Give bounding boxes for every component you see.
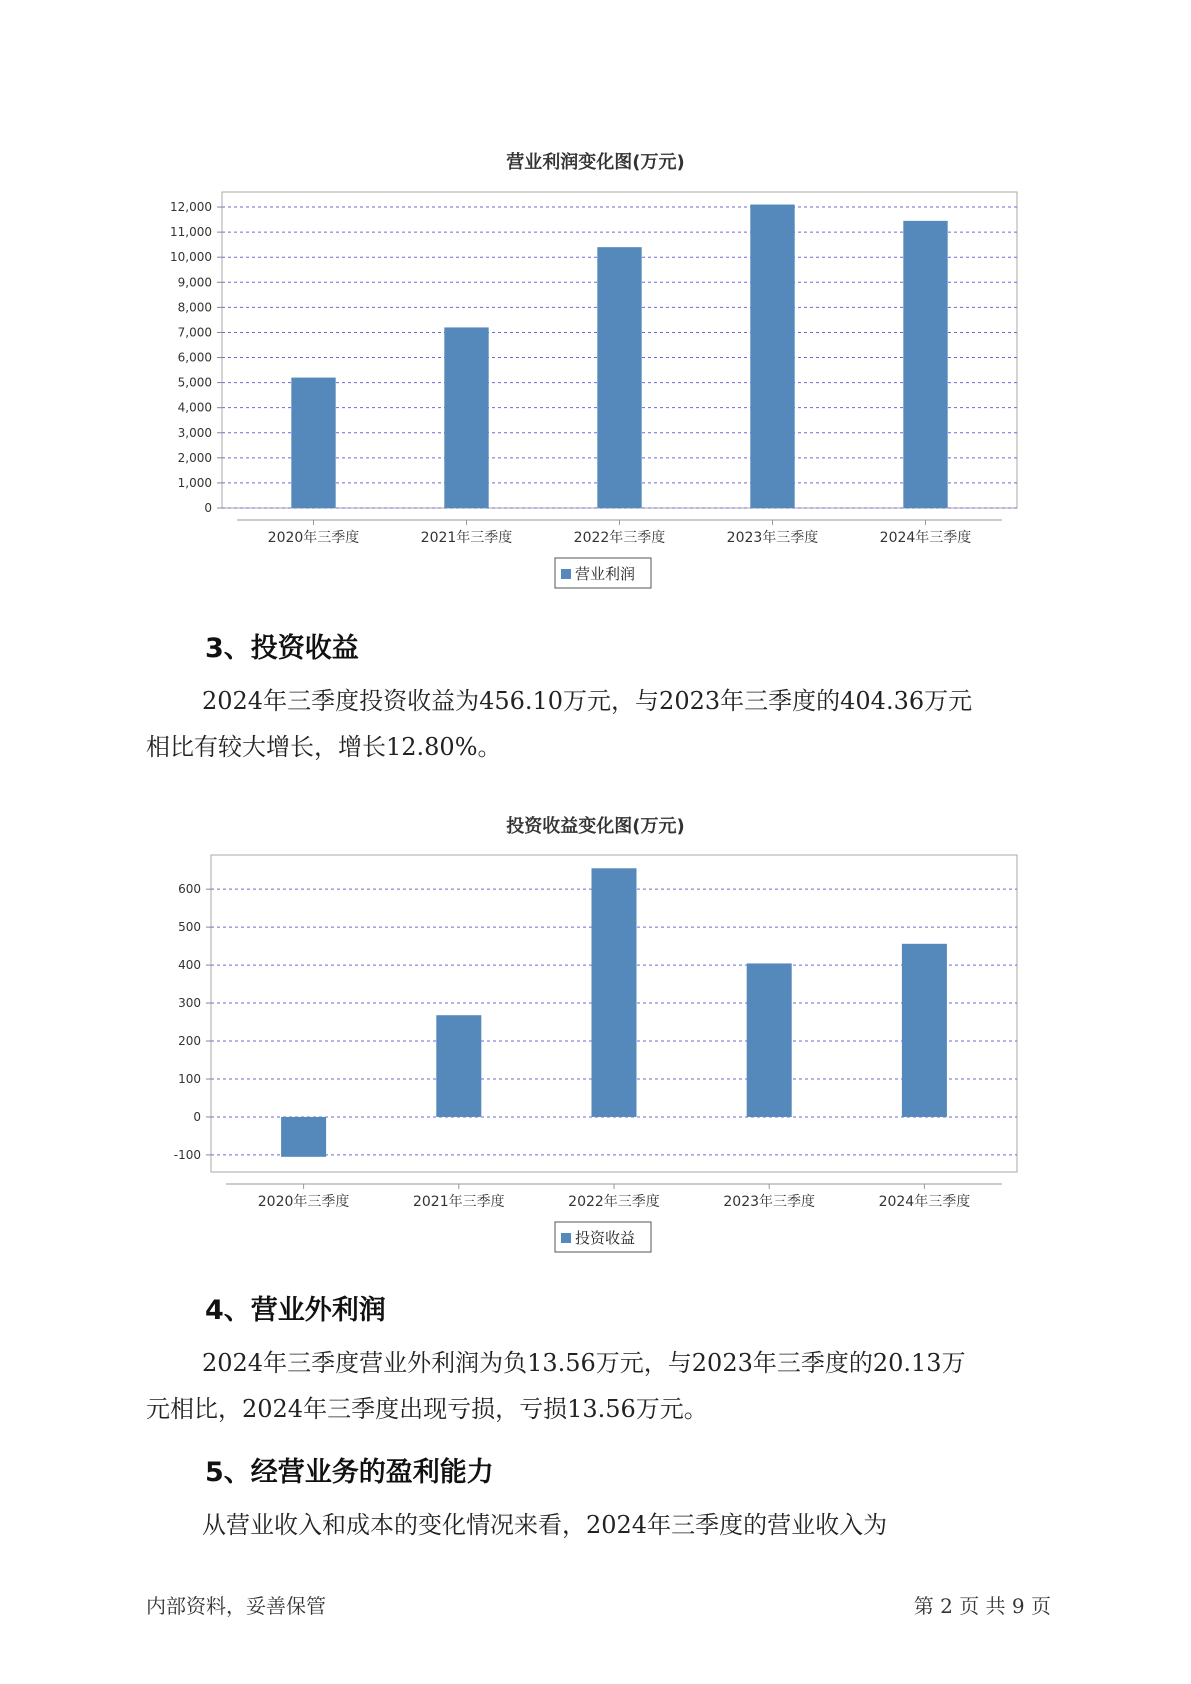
y-tick-label: 600 [178,882,201,897]
x-tick-label: 2024年三季度 [879,530,972,546]
y-tick-label: 2,000 [177,450,212,465]
x-tick-label: 2023年三季度 [723,1194,816,1210]
chart2-title: 投资收益变化图(万元) [506,816,685,837]
legend-swatch [561,1233,571,1243]
y-tick-label: 3,000 [177,425,212,440]
y-tick-label: 200 [178,1034,201,1049]
y-tick-label: 12,000 [170,200,212,215]
bar [591,868,636,1117]
y-tick-label: 100 [178,1071,201,1086]
section-5-heading: 5、经营业务的盈利能力 [205,1457,494,1488]
y-tick-label: 8,000 [177,300,212,315]
y-tick-label: 9,000 [177,275,212,290]
section-4-heading: 4、营业外利润 [205,1295,386,1326]
y-tick-label: 500 [178,920,201,935]
x-tick-label: 2022年三季度 [568,1194,660,1210]
x-tick-label: 2022年三季度 [573,530,666,546]
section-3-line-1: 2024年三季度投资收益为456.10万元，与2023年三季度的404.36万元 [202,687,973,715]
x-tick-label: 2020年三季度 [257,1194,350,1210]
footer-left: 内部资料，妥善保管 [146,1594,326,1618]
x-tick-label: 2023年三季度 [726,530,819,546]
section-3-heading: 3、投资收益 [205,633,359,664]
y-tick-label: 6,000 [177,350,212,365]
section-3-line-2: 相比有较大增长，增长12.80%。 [146,733,502,761]
section-5-line-1: 从营业收入和成本的变化情况来看，2024年三季度的营业收入为 [202,1511,888,1539]
y-tick-label: -100 [173,1147,201,1162]
x-tick-label: 2020年三季度 [267,530,360,546]
legend-label: 投资收益 [575,1229,636,1247]
y-tick-label: 1,000 [177,475,212,490]
y-tick-label: 5,000 [177,375,212,390]
y-tick-label: 300 [178,996,201,1011]
y-tick-label: 4,000 [177,400,212,415]
x-tick-label: 2021年三季度 [412,1194,505,1210]
chart1-title: 营业利润变化图(万元) [506,152,685,173]
y-tick-label: 0 [204,501,212,515]
section-4-line-1: 2024年三季度营业外利润为负13.56万元，与2023年三季度的20.13万 [202,1349,966,1377]
bar [436,1015,481,1117]
footer-right: 第 2 页 共 9 页 [913,1594,1051,1618]
section-5-paragraph [146,1502,1046,1548]
x-tick-label: 2021年三季度 [420,530,513,546]
y-tick-label: 0 [193,1109,201,1124]
y-tick-label: 11,000 [170,225,212,240]
y-tick-label: 400 [178,958,201,973]
section-4-line-2: 元相比，2024年三季度出现亏损，亏损13.56万元。 [146,1395,708,1423]
bar [747,963,792,1117]
bar [281,1117,326,1157]
legend-label: 营业利润 [575,565,636,583]
y-tick-label: 10,000 [170,250,212,265]
bar [902,944,947,1117]
section-4-paragraph [146,1340,1046,1432]
y-tick-label: 7,000 [177,325,212,340]
x-tick-label: 2024年三季度 [878,1194,971,1210]
